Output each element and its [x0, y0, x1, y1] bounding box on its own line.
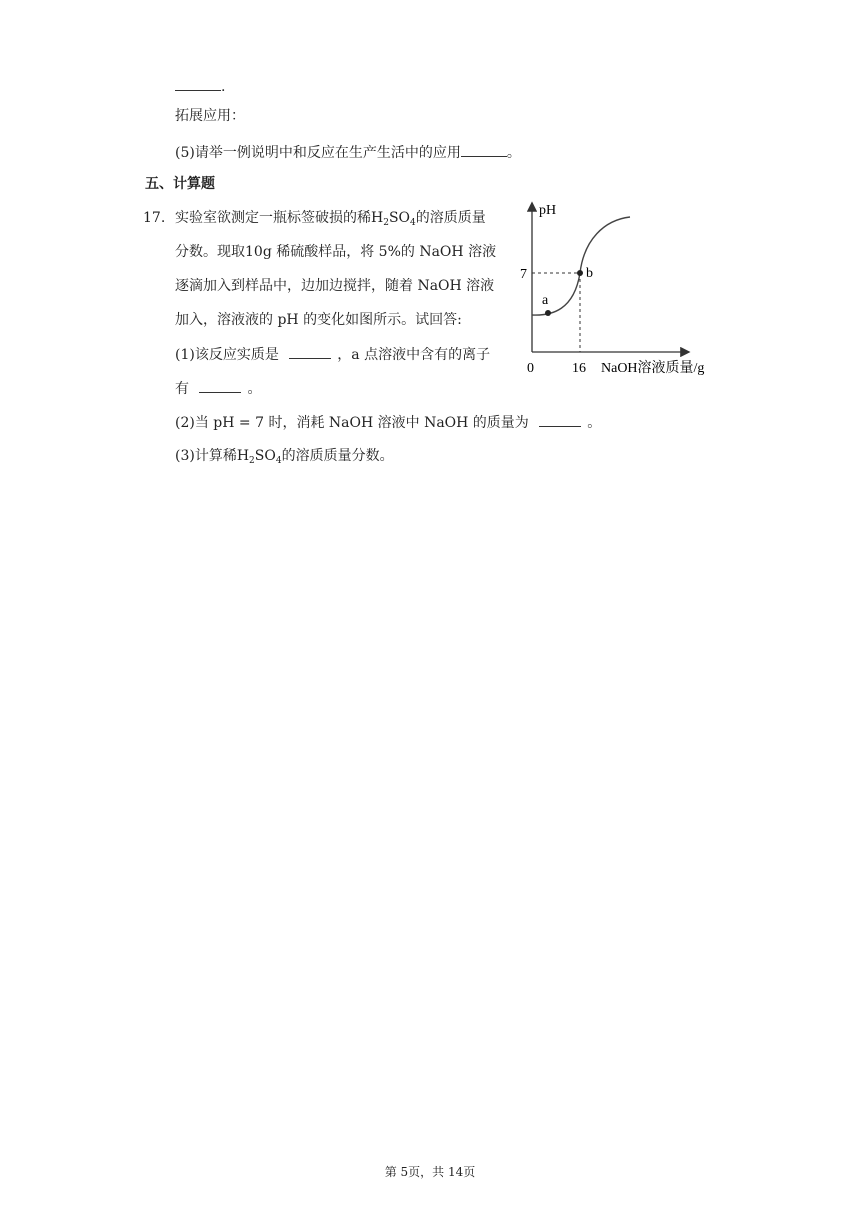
prev-answer-line: [175, 76, 225, 97]
text-segment: SO: [388, 210, 411, 226]
question-5-end: 。: [506, 145, 521, 161]
text-segment: 实验室欲测定一瓶标签破损的稀H: [175, 210, 384, 226]
question-number: 17.: [143, 210, 166, 226]
answer-blank[interactable]: [289, 344, 331, 359]
answer-blank[interactable]: [199, 378, 241, 393]
text-segment: (2)当 pH = 7 时，消耗 NaOH 溶液中 NaOH 的质量为: [175, 415, 529, 431]
text-segment: ，a 点溶液中含有的离子: [337, 347, 491, 363]
text-segment: (1)该反应实质是: [175, 347, 279, 363]
question-17-line-2: 分数。现取10g 稀硫酸样品，将 5%的 NaOH 溶液: [175, 244, 497, 260]
point-a: [545, 310, 551, 316]
extension-heading: 拓展应用：: [175, 108, 245, 124]
y-axis-label: pH: [539, 203, 557, 218]
subscript: 2: [383, 218, 389, 228]
y-tick-label: 7: [520, 267, 527, 282]
question-5: [175, 142, 521, 163]
text-segment: 有: [175, 381, 189, 397]
question-17-part-1-cont: [175, 378, 261, 399]
text-segment: 的溶质质量分数。: [281, 448, 394, 464]
answer-blank[interactable]: [461, 142, 507, 157]
answer-blank[interactable]: [539, 412, 581, 427]
subscript: 2: [249, 456, 255, 466]
text-segment: 。: [247, 381, 262, 397]
subscript: 4: [410, 218, 416, 228]
point-b-label: b: [586, 266, 593, 281]
question-17-part-3: [175, 446, 394, 466]
x-tick-label: 16: [572, 361, 586, 376]
text-segment: 。: [587, 415, 602, 431]
origin-label: 0: [527, 361, 534, 376]
text-segment: (3)计算稀H: [175, 448, 250, 464]
trailing-period: .: [221, 79, 226, 95]
question-17-line-1: [175, 208, 486, 228]
question-5-text: (5)请举一例说明中和反应在生产生活中的应用: [175, 145, 461, 161]
ph-chart: [512, 192, 732, 382]
page-footer: 第 5页，共 14页: [384, 1165, 476, 1179]
section-title: 五、计算题: [145, 176, 215, 192]
point-a-label: a: [542, 293, 549, 308]
question-17-line-3: 逐滴加入到样品中，边加边搅拌，随着 NaOH 溶液: [175, 278, 495, 294]
question-17-line-4: 加入，溶液液的 pH 的变化如图所示。试回答:: [175, 312, 462, 328]
question-17-part-2: [175, 412, 601, 433]
point-b: [577, 270, 583, 276]
question-17-part-1: [175, 344, 490, 365]
text-segment: SO: [254, 448, 276, 464]
text-segment: 的溶质质量: [415, 210, 486, 226]
x-axis-label: NaOH溶液质量/g: [601, 361, 705, 376]
subscript: 4: [275, 456, 282, 466]
answer-blank[interactable]: [175, 76, 221, 91]
